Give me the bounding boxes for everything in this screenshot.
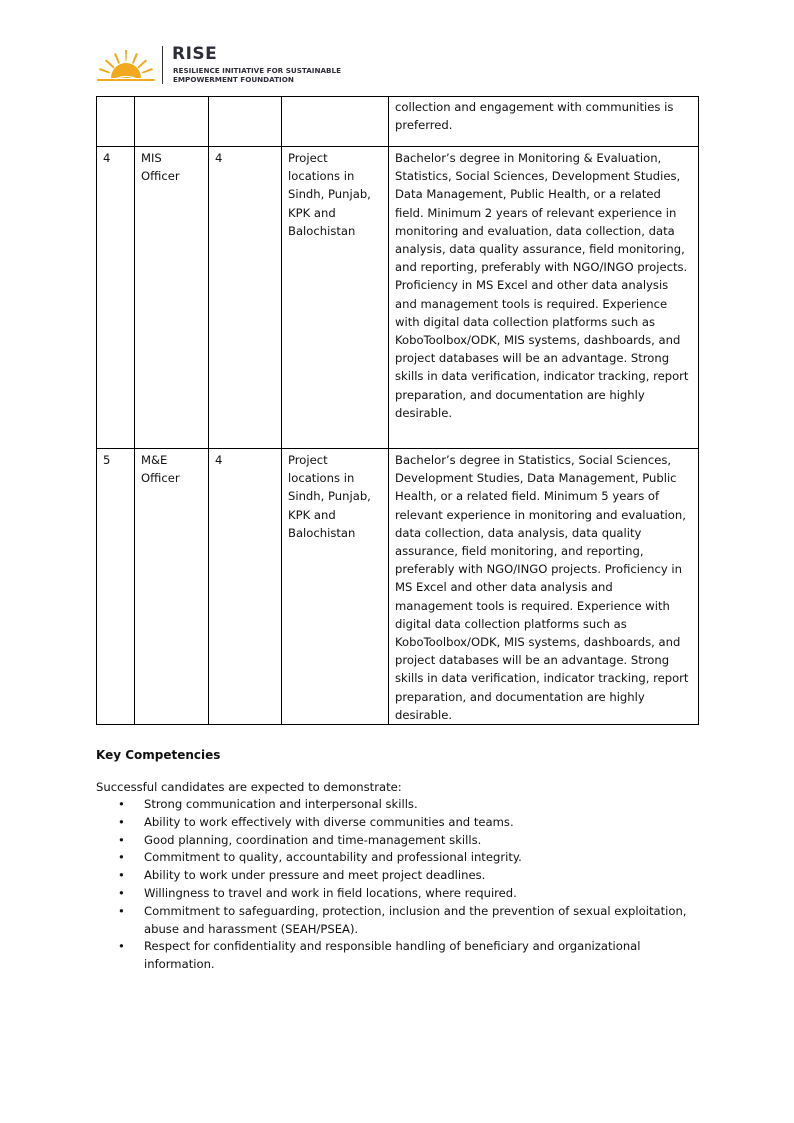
list-item-text: Ability to work under pressure and meet project deadlines. (144, 868, 486, 883)
bullet: • (118, 850, 125, 865)
sun-logo-icon (95, 48, 157, 84)
positions-table (96, 96, 699, 725)
cell-requirements: collection and engagement with communities is preferred. (389, 97, 699, 147)
bullet: • (118, 814, 125, 829)
bullet: • (118, 797, 125, 811)
list-item (96, 832, 696, 850)
list-item (96, 885, 696, 903)
bullet: • (118, 885, 125, 900)
cell-count: 4 (209, 147, 282, 449)
table-row (97, 449, 699, 725)
cell-location (282, 97, 389, 147)
cell-count: 4 (209, 449, 282, 725)
section-intro: Successful candidates are expected to demonstrate: (96, 780, 402, 794)
bullet: • (118, 939, 125, 954)
brand-subtitle (173, 66, 341, 84)
cell-location: Project locations in Sindh, Punjab, KPK and Balochistan (282, 147, 389, 449)
cell-count (209, 97, 282, 147)
brand-name: RISE (172, 44, 218, 64)
logo-divider (162, 46, 163, 84)
brand-subtitle-line-2: EMPOWERMENT FOUNDATION (173, 75, 294, 84)
section-title: Key Competencies (96, 748, 221, 762)
cell-location: Project locations in Sindh, Punjab, KPK and Balochistan (282, 449, 389, 725)
cell-requirements: Bachelor’s degree in Statistics, Social Sciences, Development Studies, Data Management, Public Health, or a related field. Minimum 5 years of relevant experience in monitoring and evaluation, data collection, data analysis, data quality assurance, field monitoring, and reporting, preferably with NGO/INGO projects. Proficiency in MS Excel and other data analysis and management tools is required. Experience with digital data collection platforms such as KoboToolbox/ODK, MIS systems, dashboards, and project databases will be an advantage. Strong skills in data verification, indicator tracking, report preparation, and documentation are highly desirable. (389, 449, 699, 725)
list-item-text: Respect for confidentiality and responsible handling of beneficiary and organizational information. (144, 939, 641, 972)
list-item-text: Strong communication and interpersonal skills. (144, 797, 418, 811)
cell-position (135, 97, 209, 147)
list-item-text: Good planning, coordination and time-management skills. (144, 832, 482, 847)
bullet: • (118, 832, 125, 847)
bullet: • (118, 903, 125, 918)
bullet: • (118, 868, 125, 883)
list-item (96, 796, 696, 814)
cell-position: M&E Officer (135, 449, 209, 725)
list-item (96, 867, 696, 885)
list-item (96, 849, 696, 867)
cell-no (97, 97, 135, 147)
cell-no: 4 (97, 147, 135, 449)
list-item (96, 814, 696, 832)
table-row (97, 147, 699, 449)
table-row (97, 97, 699, 147)
list-item (96, 938, 696, 974)
cell-requirements: Bachelor’s degree in Monitoring & Evaluation, Statistics, Social Sciences, Development Studies, Data Management, Public Health, or a related field. Minimum 2 years of relevant experience in monitoring and evaluation, data collection, data analysis, data quality assurance, field monitoring, and reporting, preferably with NGO/INGO projects. Proficiency in MS Excel and other data analysis and management tools is required. Experience with digital data collection platforms such as KoboToolbox/ODK, MIS systems, dashboards, and project databases will be an advantage. Strong skills in data verification, indicator tracking, report preparation, and documentation are highly desirable. (389, 147, 699, 449)
list-item-text: Commitment to safeguarding, protection, inclusion and the prevention of sexual exploitation, abuse and harassment (SEAH/PSEA). (144, 903, 687, 936)
list-item-text: Commitment to quality, accountability and professional integrity. (144, 850, 522, 865)
cell-position: MIS Officer (135, 147, 209, 449)
list-item (96, 903, 696, 939)
cell-no: 5 (97, 449, 135, 725)
brand-subtitle-line-1: RESILIENCE INITIATIVE FOR SUSTAINABLE (173, 66, 342, 75)
list-item-text: Willingness to travel and work in field locations, where required. (144, 885, 517, 900)
list-item-text: Ability to work effectively with diverse communities and teams. (144, 814, 514, 829)
competency-list (96, 796, 696, 974)
